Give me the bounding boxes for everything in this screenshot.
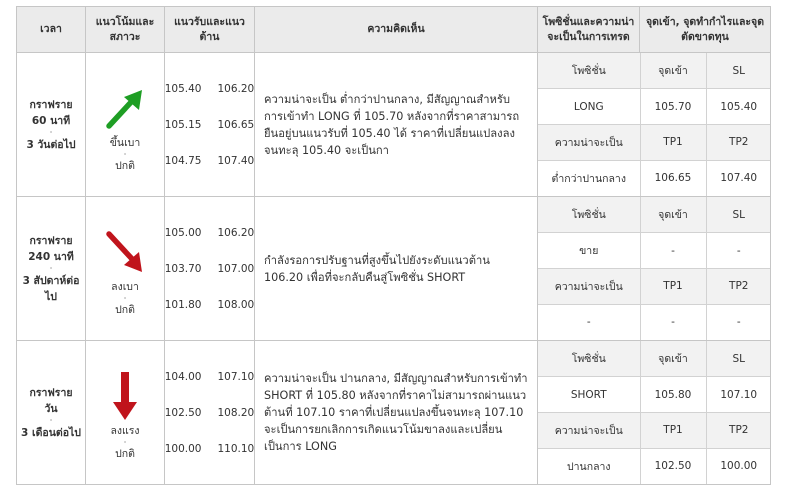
trade-table xyxy=(538,53,771,196)
trade-table-cell xyxy=(538,53,771,197)
arrow-down-right-icon xyxy=(103,228,147,278)
trade-row xyxy=(538,197,771,233)
table-row xyxy=(17,53,771,197)
trade-table-cell xyxy=(538,197,771,341)
tp1-label: TP1 xyxy=(640,413,706,449)
support-value: 103.70 xyxy=(164,262,202,275)
dot-separator: · xyxy=(49,263,53,273)
position-label: โพซิชั่น xyxy=(538,197,640,233)
horizon-label: 3 เดือนต่อไป xyxy=(21,426,81,439)
position-value: ขาย xyxy=(538,233,640,269)
position-value: LONG xyxy=(538,89,640,125)
trend-label: ลงแรง xyxy=(110,424,140,437)
resistance-value: 106.65 xyxy=(217,118,255,131)
time-label: กราฟราย xyxy=(29,386,73,399)
header-row xyxy=(17,7,771,53)
resistance-value: 110.10 xyxy=(217,442,255,455)
position-label: โพซิชั่น xyxy=(538,341,640,377)
entry-label: จุดเข้า xyxy=(640,53,706,89)
support-value: 105.00 xyxy=(164,226,202,239)
support-value: 104.75 xyxy=(164,154,202,167)
support-value: 100.00 xyxy=(164,442,202,455)
dot-separator: · xyxy=(49,127,53,137)
support-value: 102.50 xyxy=(164,406,202,419)
header-levels: แนวรับและแนวต้าน xyxy=(165,7,255,53)
probability-value: ต่ำกว่าปานกลาง xyxy=(538,160,640,196)
resistance-value: 107.10 xyxy=(217,370,255,383)
comment-cell: ความน่าจะเป็น ปานกลาง, มีสัญญาณสำหรับการเข้าทำ SHORT ที่ 105.80 หลังจากที่ราคาไม่สามารถผ่านแนวต้านที่ 107.10 ราคาที่เปลี่ยนแปลงขึ้นจนทะลุ 107.10 จะเป็นการยกเลิกการเกิดแนวโน้มขาลงและเปลี่ยนเป็นการ LONG xyxy=(255,341,538,485)
position-label: โพซิชั่น xyxy=(538,53,640,89)
trade-row xyxy=(538,269,771,305)
tp1-label: TP1 xyxy=(640,125,706,161)
trend-label: ลงเบา xyxy=(111,280,139,293)
resistance-value: 107.40 xyxy=(217,154,255,167)
horizon-label: 3 สัปดาห์ต่อไป xyxy=(22,274,80,303)
comment-cell: ความน่าจะเป็น ต่ำกว่าปานกลาง, มีสัญญาณสำหรับการเข้าทำ LONG ที่ 105.70 หลังจากที่ราคาสามารถยืนอยู่บนแนวรับที่ 105.40 ได้ ราคาที่เปลี่ยนแปลงลงจนทะลุ 105.40 จะเป็นกา xyxy=(255,53,538,197)
header-position: โพซิชั่นและความน่าจะเป็นในการเทรด xyxy=(538,7,640,53)
levels-cell xyxy=(165,197,255,341)
probability-value: - xyxy=(538,304,640,340)
entry-label: จุดเข้า xyxy=(640,197,706,233)
time-label: กราฟราย xyxy=(29,234,73,247)
horizon-label: 3 วันต่อไป xyxy=(26,138,76,151)
trend-cell xyxy=(86,53,165,197)
resistance-value: 108.00 xyxy=(217,298,255,311)
levels-cell xyxy=(165,53,255,197)
resistance-value: 106.20 xyxy=(217,82,255,95)
dot-separator: · xyxy=(123,437,127,447)
trade-row xyxy=(538,341,771,377)
tp2-value: 107.40 xyxy=(706,160,771,196)
table-row xyxy=(17,341,771,485)
header-time: เวลา xyxy=(17,7,86,53)
levels-cell xyxy=(165,341,255,485)
time-label: 240 นาที xyxy=(28,250,74,263)
probability-label: ความน่าจะเป็น xyxy=(538,269,640,305)
trend-label: ขึ้นเบา xyxy=(109,136,141,149)
table-row xyxy=(17,197,771,341)
tp1-value: 102.50 xyxy=(640,448,706,484)
tp2-label: TP2 xyxy=(706,125,771,161)
sl-value: - xyxy=(706,233,771,269)
trade-row xyxy=(538,377,771,413)
tp2-label: TP2 xyxy=(706,269,771,305)
probability-value: ปานกลาง xyxy=(538,448,640,484)
time-cell xyxy=(17,341,86,485)
trade-row xyxy=(538,160,771,196)
trade-table xyxy=(538,197,771,340)
support-value: 101.80 xyxy=(164,298,202,311)
trade-row xyxy=(538,413,771,449)
trade-row xyxy=(538,125,771,161)
sl-value: 105.40 xyxy=(706,89,771,125)
forecast-table xyxy=(16,6,771,485)
sl-value: 107.10 xyxy=(706,377,771,413)
forecast-table-container xyxy=(16,6,770,485)
state-label: ปกติ xyxy=(115,447,135,460)
resistance-value: 106.20 xyxy=(217,226,255,239)
dot-separator: · xyxy=(49,415,53,425)
header-trend: แนวโน้มและสภาวะ xyxy=(86,7,165,53)
state-label: ปกติ xyxy=(115,303,135,316)
trend-cell xyxy=(86,341,165,485)
time-cell xyxy=(17,53,86,197)
trade-row xyxy=(538,89,771,125)
trade-row xyxy=(538,448,771,484)
tp2-value: 100.00 xyxy=(706,448,771,484)
entry-value: 105.70 xyxy=(640,89,706,125)
resistance-value: 108.20 xyxy=(217,406,255,419)
tp1-value: 106.65 xyxy=(640,160,706,196)
time-label: 60 นาที xyxy=(31,114,71,127)
position-value: SHORT xyxy=(538,377,640,413)
header-comment: ความคิดเห็น xyxy=(255,7,538,53)
time-cell xyxy=(17,197,86,341)
time-label: วัน xyxy=(44,402,58,415)
arrow-down-icon xyxy=(103,370,147,424)
comment-cell: กำลังรอการปรับฐานที่สูงขึ้นไปยังระดับแนวต้าน 106.20 เพื่อที่จะกลับคืนสู่โพซิชั่น SHORT xyxy=(255,197,538,341)
trade-table-cell xyxy=(538,341,771,485)
trend-cell xyxy=(86,197,165,341)
arrow-up-right-icon xyxy=(103,84,147,134)
probability-label: ความน่าจะเป็น xyxy=(538,413,640,449)
support-value: 105.15 xyxy=(164,118,202,131)
support-value: 104.00 xyxy=(164,370,202,383)
time-label: กราฟราย xyxy=(29,98,73,111)
dot-separator: · xyxy=(123,149,127,159)
trade-row xyxy=(538,233,771,269)
tp1-value: - xyxy=(640,304,706,340)
entry-value: 105.80 xyxy=(640,377,706,413)
state-label: ปกติ xyxy=(115,159,135,172)
header-entry: จุดเข้า, จุดทำกำไรและจุดตัดขาดทุน xyxy=(640,7,771,53)
tp2-value: - xyxy=(706,304,771,340)
support-value: 105.40 xyxy=(164,82,202,95)
tp1-label: TP1 xyxy=(640,269,706,305)
sl-label: SL xyxy=(706,197,771,233)
tp2-label: TP2 xyxy=(706,413,771,449)
trade-row xyxy=(538,53,771,89)
probability-label: ความน่าจะเป็น xyxy=(538,125,640,161)
entry-label: จุดเข้า xyxy=(640,341,706,377)
sl-label: SL xyxy=(706,341,771,377)
trade-table xyxy=(538,341,771,484)
entry-value: - xyxy=(640,233,706,269)
resistance-value: 107.00 xyxy=(217,262,255,275)
trade-row xyxy=(538,304,771,340)
sl-label: SL xyxy=(706,53,771,89)
dot-separator: · xyxy=(123,293,127,303)
